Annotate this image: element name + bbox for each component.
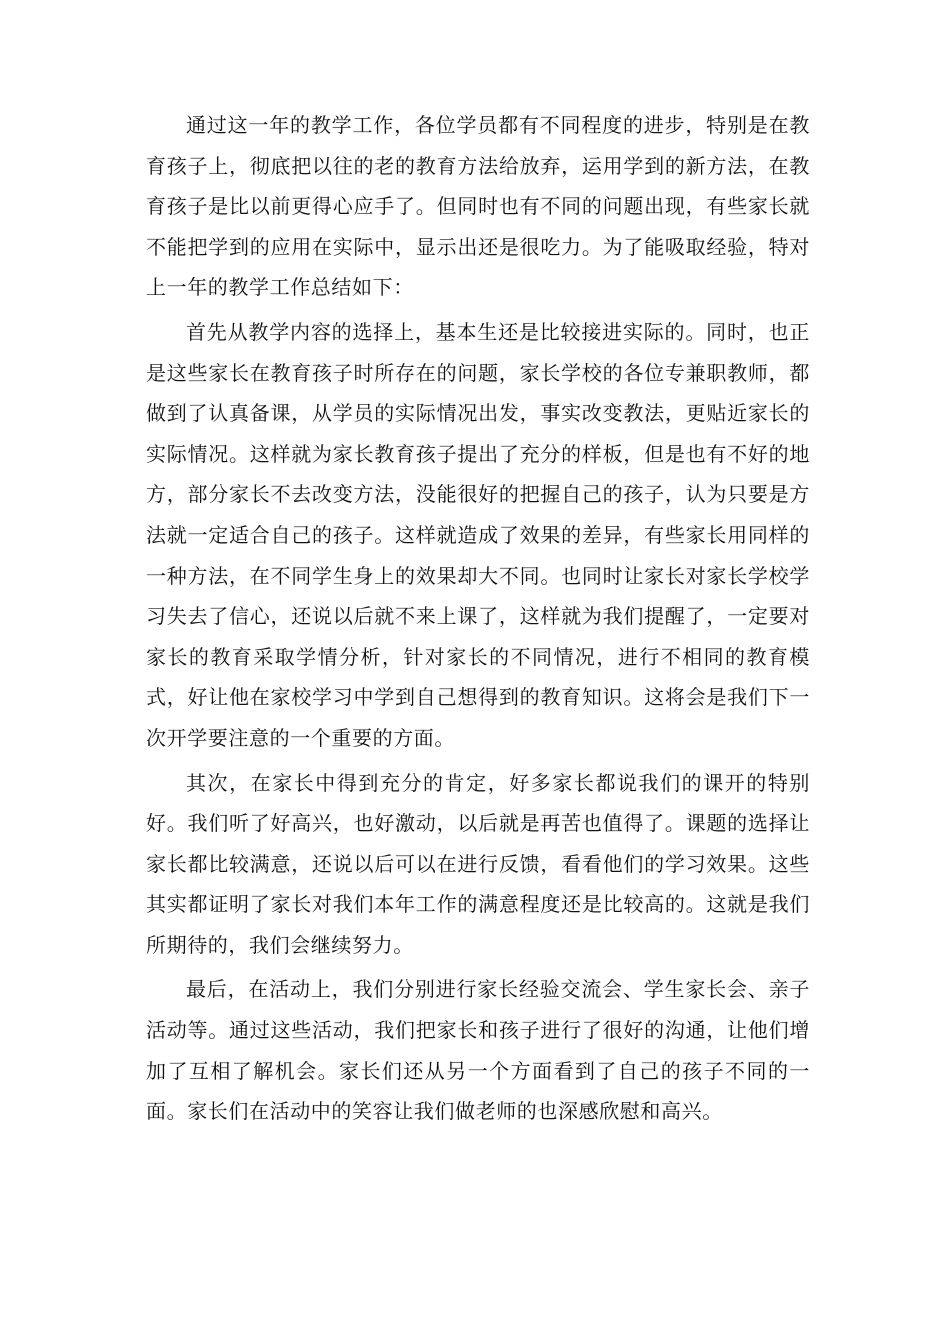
paragraph-intro: 通过这一年的教学工作，各位学员都有不同程度的进步，特别是在教育孩子上，彻底把以往的老的教育方法给放弃，运用学到的新方法，在教育孩子是比以前更得心应手了。但同时也有不同的问题出现，有些家长就不能把学到的应用在实际中，显示出还是很吃力。为了能吸取经验，特对上一年的教学工作总结如下： bbox=[146, 113, 810, 300]
paragraph-parent-feedback: 其次，在家长中得到充分的肯定，好多家长都说我们的课开的特别好。我们听了好高兴，也好激动，以后就是再苦也值得了。课题的选择让家长都比较满意，还说以后可以在进行反馈，看看他们的学习效果。这些其实都证明了家长对我们本年工作的满意程度还是比较高的。这就是我们所期待的，我们会继续努力。 bbox=[146, 770, 810, 957]
paragraph-activities: 最后，在活动上，我们分别进行家长经验交流会、学生家长会、亲子活动等。通过这些活动，我们把家长和孩子进行了很好的沟通，让他们增加了互相了解机会。家长们还从另一个方面看到了自己的孩子不同的一面。家长们在活动中的笑容让我们做老师的也深感欣慰和高兴。 bbox=[146, 977, 810, 1124]
document-body bbox=[146, 105, 810, 1136]
paragraph-teaching-content: 首先从教学内容的选择上，基本生还是比较接进实际的。同时，也正是这些家长在教育孩子时所存在的问题，家长学校的各位专兼职教师，都做到了认真备课，从学员的实际情况出发，事实改变教法，更贴近家长的实际情况。这样就为家长教育孩子提出了充分的样板，但是也有不好的地方，部分家长不去改变方法，没能很好的把握自己的孩子，认为只要是方法就一定适合自己的孩子。这样就造成了效果的差异，有些家长用同样的一种方法，在不同学生身上的效果却大不同。也同时让家长对家长学校学习失去了信心，还说以后就不来上课了，这样就为我们提醒了，一定要对家长的教育采取学情分析，针对家长的不同情况，进行不相同的教育模式，好让他在家校学习中学到自己想得到的教育知识。这将会是我们下一次开学要注意的一个重要的方面。 bbox=[146, 319, 810, 750]
